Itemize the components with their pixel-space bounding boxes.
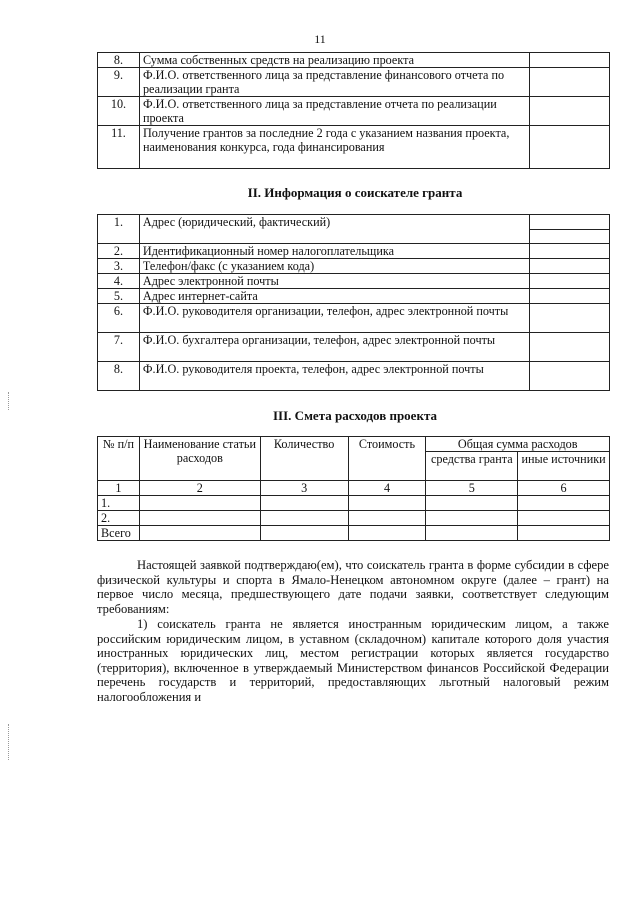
row-number: 1. [98,215,140,244]
cell [139,511,260,526]
table-row [98,333,610,362]
row-value [530,274,610,289]
row-number: 6. [98,304,140,333]
confirmation-paragraph: Настоящей заявкой подтверждаю(ем), что соискатель гранта в форме субсидии в сфере физической культуры и спорта в Ямало-Ненецком автономном округе (далее – грант) на первое число месяца, предшествующего дате подачи заявки, соответствует следующим требованиям: [97,558,609,616]
address-split-line [530,215,609,230]
page-number: 11 [314,32,326,46]
row-label: Адрес электронной почты [139,274,529,289]
row-number: 11. [98,126,140,169]
table-row [98,215,610,244]
header-num: № п/п [98,437,140,481]
row-number: 4. [98,274,140,289]
cell [348,496,426,511]
row-label: Получение грантов за последние 2 года с указанием названия проекта, наименования конкурса, года финансирования [139,126,529,169]
row-number: 8. [98,53,140,68]
cell [518,511,610,526]
cell [348,526,426,541]
budget-header-row [98,437,610,452]
index-cell: 5 [426,481,518,496]
table-row [98,68,610,97]
row-value [530,259,610,274]
table-row [98,304,610,333]
margin-mark [8,724,10,760]
table-row [98,97,610,126]
header-grant-funds: средства гранта [426,452,518,481]
index-cell: 1 [98,481,140,496]
header-name: Наименование статьи расходов [139,437,260,481]
row-value [530,362,610,391]
cell [518,526,610,541]
row-value [530,333,610,362]
cell [348,511,426,526]
header-other-sources: иные источники [518,452,610,481]
cell [260,511,348,526]
row-number: 9. [98,68,140,97]
budget-index-row [98,481,610,496]
row-number: 5. [98,289,140,304]
header-quantity: Количество [260,437,348,481]
table-row [98,289,610,304]
table-row [98,126,610,169]
row-value [530,304,610,333]
row-value [530,215,610,244]
row-number: 2. [98,511,140,526]
budget-table [97,436,610,541]
row-number: 10. [98,97,140,126]
table-row [98,244,610,259]
table-row [98,511,610,526]
row-number: 8. [98,362,140,391]
row-value [530,126,610,169]
row-number: 3. [98,259,140,274]
row-label: Ф.И.О. ответственного лица за представление финансового отчета по реализации гранта [139,68,529,97]
header-cost: Стоимость [348,437,426,481]
row-value [530,68,610,97]
index-cell: 2 [139,481,260,496]
index-cell: 4 [348,481,426,496]
cell [426,496,518,511]
margin-mark [8,392,10,410]
row-label: Ф.И.О. ответственного лица за представление отчета по реализации проекта [139,97,529,126]
total-label: Всего [98,526,140,541]
table-row [98,362,610,391]
row-value [530,53,610,68]
row-label: Телефон/факс (с указанием кода) [139,259,529,274]
section-2-title: II. Информация о соискателе гранта [247,185,463,200]
header-total: Общая сумма расходов [426,437,610,452]
cell [426,511,518,526]
table-row [98,274,610,289]
row-label: Сумма собственных средств на реализацию проекта [139,53,529,68]
table-row [98,53,610,68]
applicant-table [97,214,610,391]
row-label: Ф.И.О. руководителя проекта, телефон, адрес электронной почты [139,362,529,391]
row-number: 1. [98,496,140,511]
table-row [98,259,610,274]
row-label: Адрес интернет-сайта [139,289,529,304]
row-label: Адрес (юридический, фактический) [139,215,529,244]
index-cell: 3 [260,481,348,496]
cell [139,526,260,541]
cell [260,496,348,511]
row-value [530,289,610,304]
cell [260,526,348,541]
table-row [98,496,610,511]
total-row [98,526,610,541]
cell [139,496,260,511]
row-value [530,244,610,259]
row-label: Ф.И.О. руководителя организации, телефон, адрес электронной почты [139,304,529,333]
section-3-title: III. Смета расходов проекта [273,408,437,423]
index-cell: 6 [518,481,610,496]
row-number: 7. [98,333,140,362]
cell [426,526,518,541]
requirement-paragraph: 1) соискатель гранта не является иностранным юридическим лицом, а также российским юридическим лицом, в уставном (складочном) капитале которого доля участия иностранных юридических лиц, местом регистрации которых является государство (территория), включенное в утверждаемый Министерством финансов Российской Федерации перечень государств и территорий, предоставляющих льготный налоговый режим налогообложения и [97,617,609,704]
applicant-info-table-continued [97,52,610,169]
row-value [530,97,610,126]
row-label: Идентификационный номер налогоплательщика [139,244,529,259]
cell [518,496,610,511]
row-number: 2. [98,244,140,259]
row-label: Ф.И.О. бухгалтера организации, телефон, адрес электронной почты [139,333,529,362]
